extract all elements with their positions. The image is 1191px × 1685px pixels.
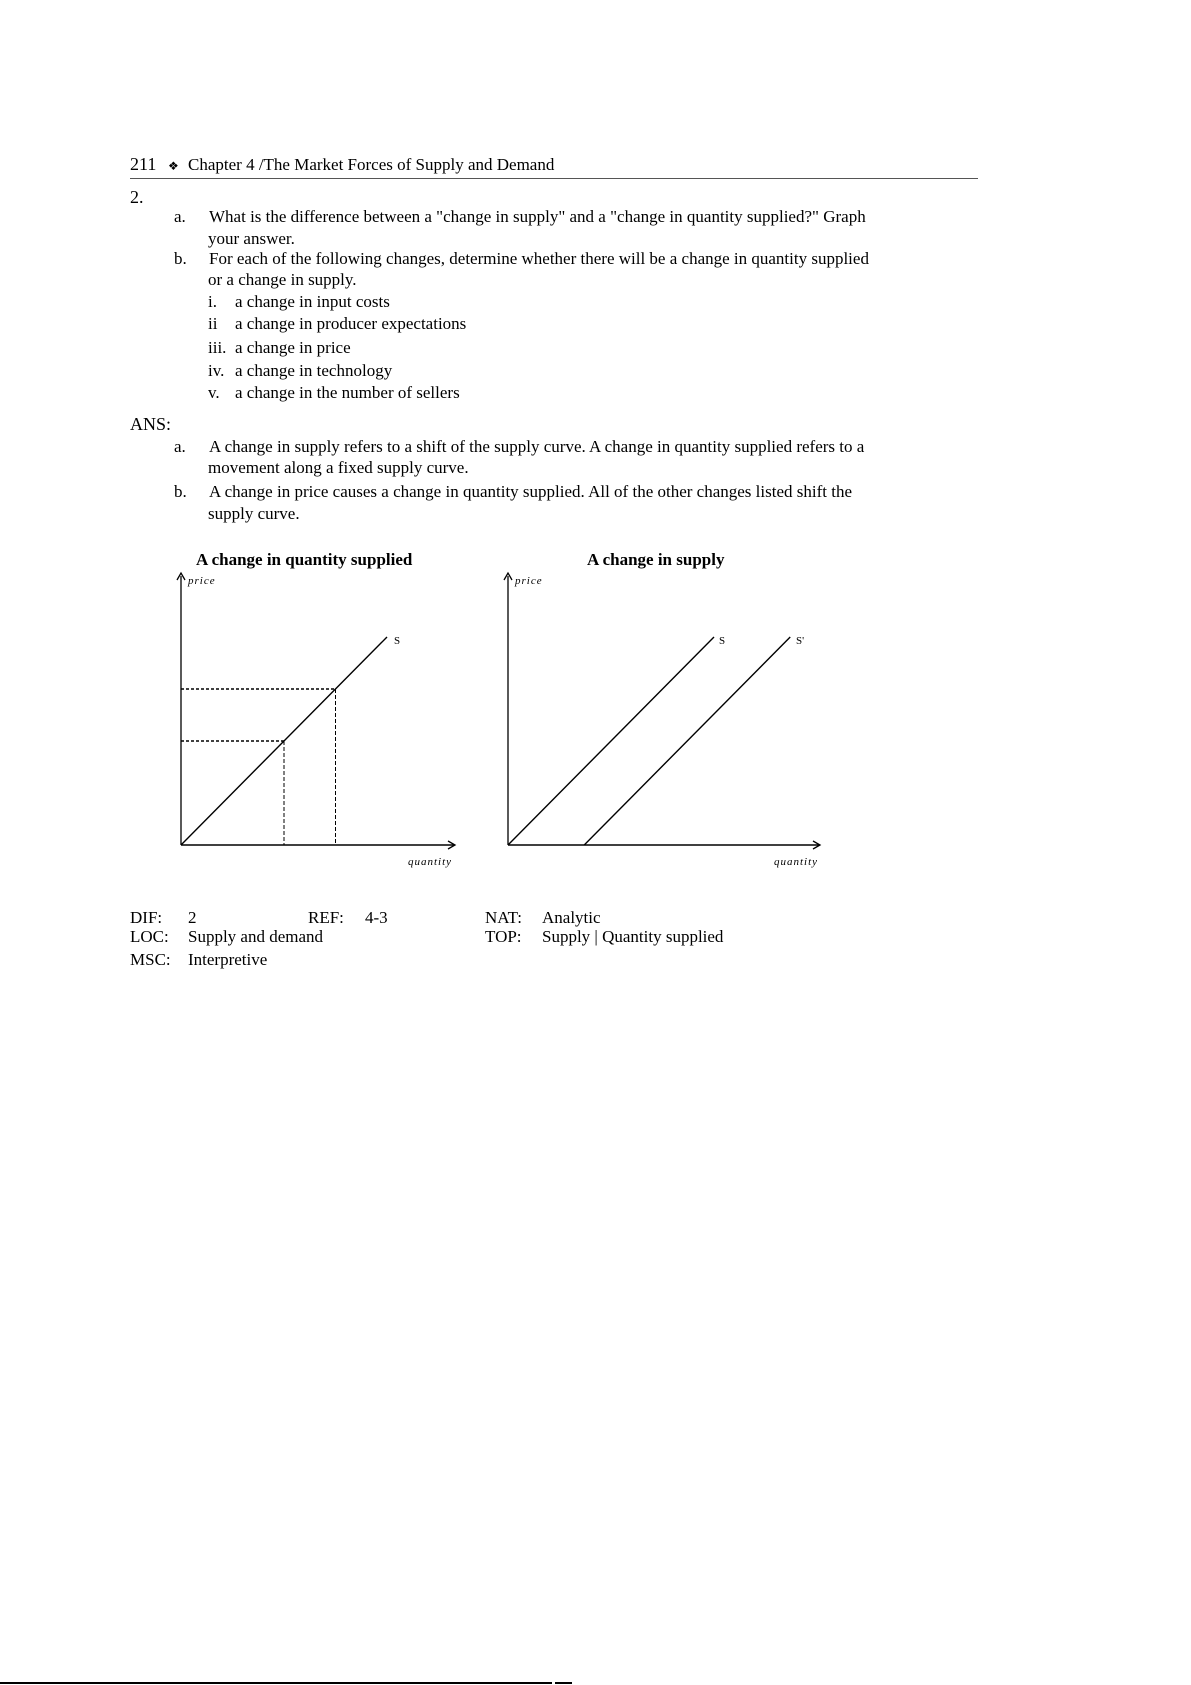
ref-label: REF: bbox=[308, 908, 344, 927]
answer-a-label: a. bbox=[174, 437, 186, 456]
chart1-ylabel: price bbox=[188, 575, 216, 587]
chapter-title: Chapter 4 /The Market Forces of Supply and Demand bbox=[188, 155, 555, 174]
question-b-text-cont: or a change in supply. bbox=[208, 270, 357, 289]
ref-value: 4-3 bbox=[365, 908, 388, 927]
chart1-xlabel: quantity bbox=[408, 856, 453, 868]
item-text: a change in technology bbox=[235, 361, 393, 380]
item-text: a change in price bbox=[235, 338, 351, 357]
item-text: a change in producer expectations bbox=[235, 314, 467, 333]
question-a-text: What is the difference between a "change in supply" and a "change in quantity supplied?" Graph bbox=[209, 207, 866, 226]
dif-label: DIF: bbox=[130, 908, 163, 927]
chart2 bbox=[504, 573, 820, 849]
item-label: i. bbox=[208, 292, 217, 311]
chart1-s-label: S bbox=[394, 635, 401, 647]
answer-b-text-cont: supply curve. bbox=[208, 504, 300, 523]
item-label: v. bbox=[208, 383, 220, 402]
supply-curve-s-prime bbox=[584, 637, 790, 845]
chart2-s-prime-label: S' bbox=[796, 635, 805, 647]
msc-label: MSC: bbox=[130, 950, 171, 969]
chart1 bbox=[177, 573, 455, 849]
chart2-s-label: S bbox=[719, 635, 726, 647]
question-number: 2. bbox=[130, 187, 144, 207]
answer-a-text-cont: movement along a fixed supply curve. bbox=[208, 458, 469, 477]
chart2-xlabel: quantity bbox=[774, 856, 819, 868]
footer-rule-end bbox=[555, 1682, 572, 1684]
item-label: iv. bbox=[208, 361, 225, 380]
loc-value: Supply and demand bbox=[188, 927, 324, 946]
loc-label: LOC: bbox=[130, 927, 169, 946]
nat-label: NAT: bbox=[485, 908, 522, 927]
question-b-text: For each of the following changes, determine whether there will be a change in quantity supplied bbox=[209, 249, 869, 268]
item-text: a change in the number of sellers bbox=[235, 383, 460, 402]
dif-value: 2 bbox=[188, 908, 197, 927]
top-label: TOP: bbox=[485, 927, 522, 946]
question-a-text-cont: your answer. bbox=[208, 229, 295, 248]
answer-b-text: A change in price causes a change in quantity supplied. All of the other changes listed shift the bbox=[209, 482, 852, 501]
item-label: ii bbox=[208, 314, 218, 333]
part-b-label: b. bbox=[174, 249, 187, 268]
footer-rule bbox=[0, 1682, 552, 1684]
msc-value: Interpretive bbox=[188, 950, 268, 969]
chart2-title: A change in supply bbox=[587, 550, 725, 569]
supply-curve-s bbox=[508, 637, 714, 845]
item-text: a change in input costs bbox=[235, 292, 390, 311]
part-a-label: a. bbox=[174, 207, 186, 226]
top-value: Supply | Quantity supplied bbox=[542, 927, 724, 946]
item-label: iii. bbox=[208, 338, 227, 357]
answer-a-text: A change in supply refers to a shift of the supply curve. A change in quantity supplied refers to a bbox=[209, 437, 865, 456]
page-number: 211 bbox=[130, 154, 157, 174]
bullet-icon: ❖ bbox=[168, 159, 179, 173]
chart1-title: A change in quantity supplied bbox=[196, 550, 413, 569]
answer-b-label: b. bbox=[174, 482, 187, 501]
answer-label: ANS: bbox=[130, 414, 172, 434]
chart2-ylabel: price bbox=[515, 575, 543, 587]
nat-value: Analytic bbox=[542, 908, 601, 927]
